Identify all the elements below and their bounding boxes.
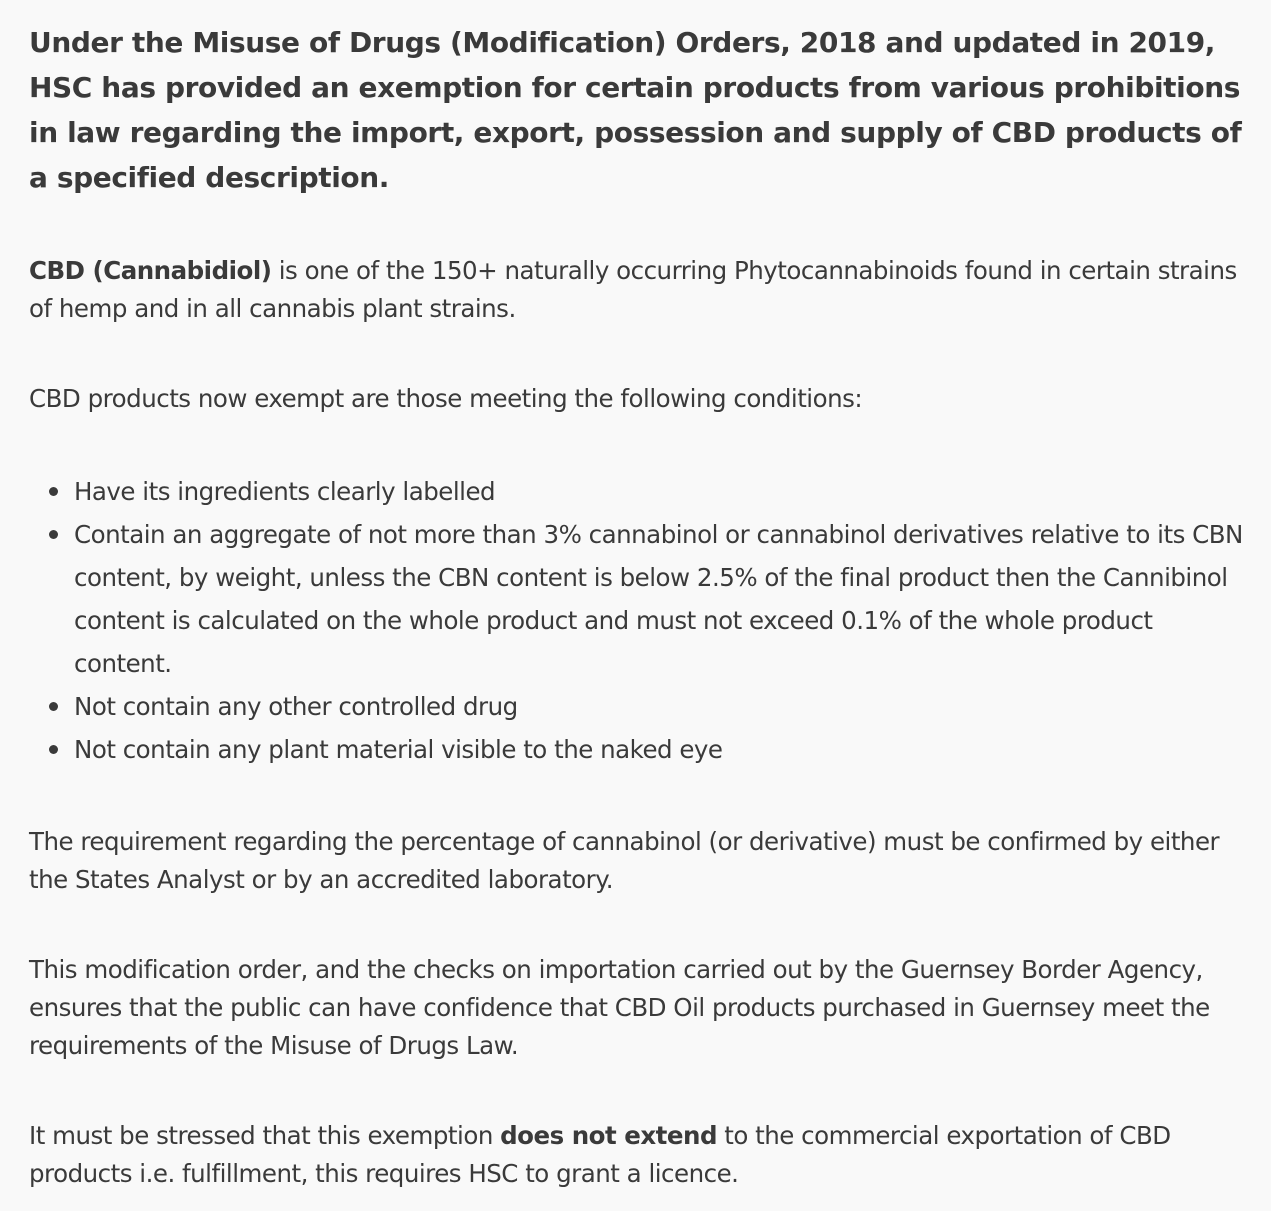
bullet-icon [49,702,58,711]
export-note-emphasis: does not extend [500,1121,717,1150]
cbd-definition-paragraph [29,252,1257,328]
requirement-paragraph: The requirement regarding the percentage of cannabinol (or derivative) must be confirmed by either the States Analyst or by an accredited laboratory. [29,827,1220,894]
conditions-list [29,470,1257,771]
export-note-paragraph [29,1117,1257,1193]
bullet-icon [49,530,58,539]
list-item [74,470,1257,513]
conditions-intro: CBD products now exempt are those meeting the following conditions: [29,384,863,413]
condition-text: Not contain any plant material visible to the naked eye [74,735,723,764]
cbd-term: CBD (Cannabidiol) [29,256,272,285]
cbd-definition-text: is one of the 150+ naturally occurring Phytocannabinoids found in certain strains of hemp and in all cannabis plant strains. [29,256,1237,323]
condition-text: Contain an aggregate of not more than 3% cannabinol or cannabinol derivatives relative to its CBN content, by weight, unless the CBN content is below 2.5% of the final product then the Cannibinol content is calculated on the whole product and must not exceed 0.1% of the whole product content. [74,520,1243,678]
list-item [74,685,1257,728]
modification-order-paragraph: This modification order, and the checks on importation carried out by the Guernsey Border Agency, ensures that the public can have confidence that CBD Oil products purchased in Guernsey meet the requirements of the Misuse of Drugs Law. [29,955,1210,1060]
export-note-after: to the commercial exportation of CBD products i.e. fulfillment, this requires HSC to grant a licence. [29,1121,1171,1188]
bullet-icon [49,745,58,754]
list-item [74,728,1257,771]
condition-text: Have its ingredients clearly labelled [74,477,496,506]
export-note-before: It must be stressed that this exemption [29,1121,501,1150]
intro-heading: Under the Misuse of Drugs (Modification) Orders, 2018 and updated in 2019, HSC has provided an exemption for certain products from various prohibitions in law regarding the import, export, possession and supply of CBD products of a specified description. [29,26,1242,194]
condition-text: Not contain any other controlled drug [74,692,518,721]
list-item [74,513,1257,685]
bullet-icon [49,487,58,496]
